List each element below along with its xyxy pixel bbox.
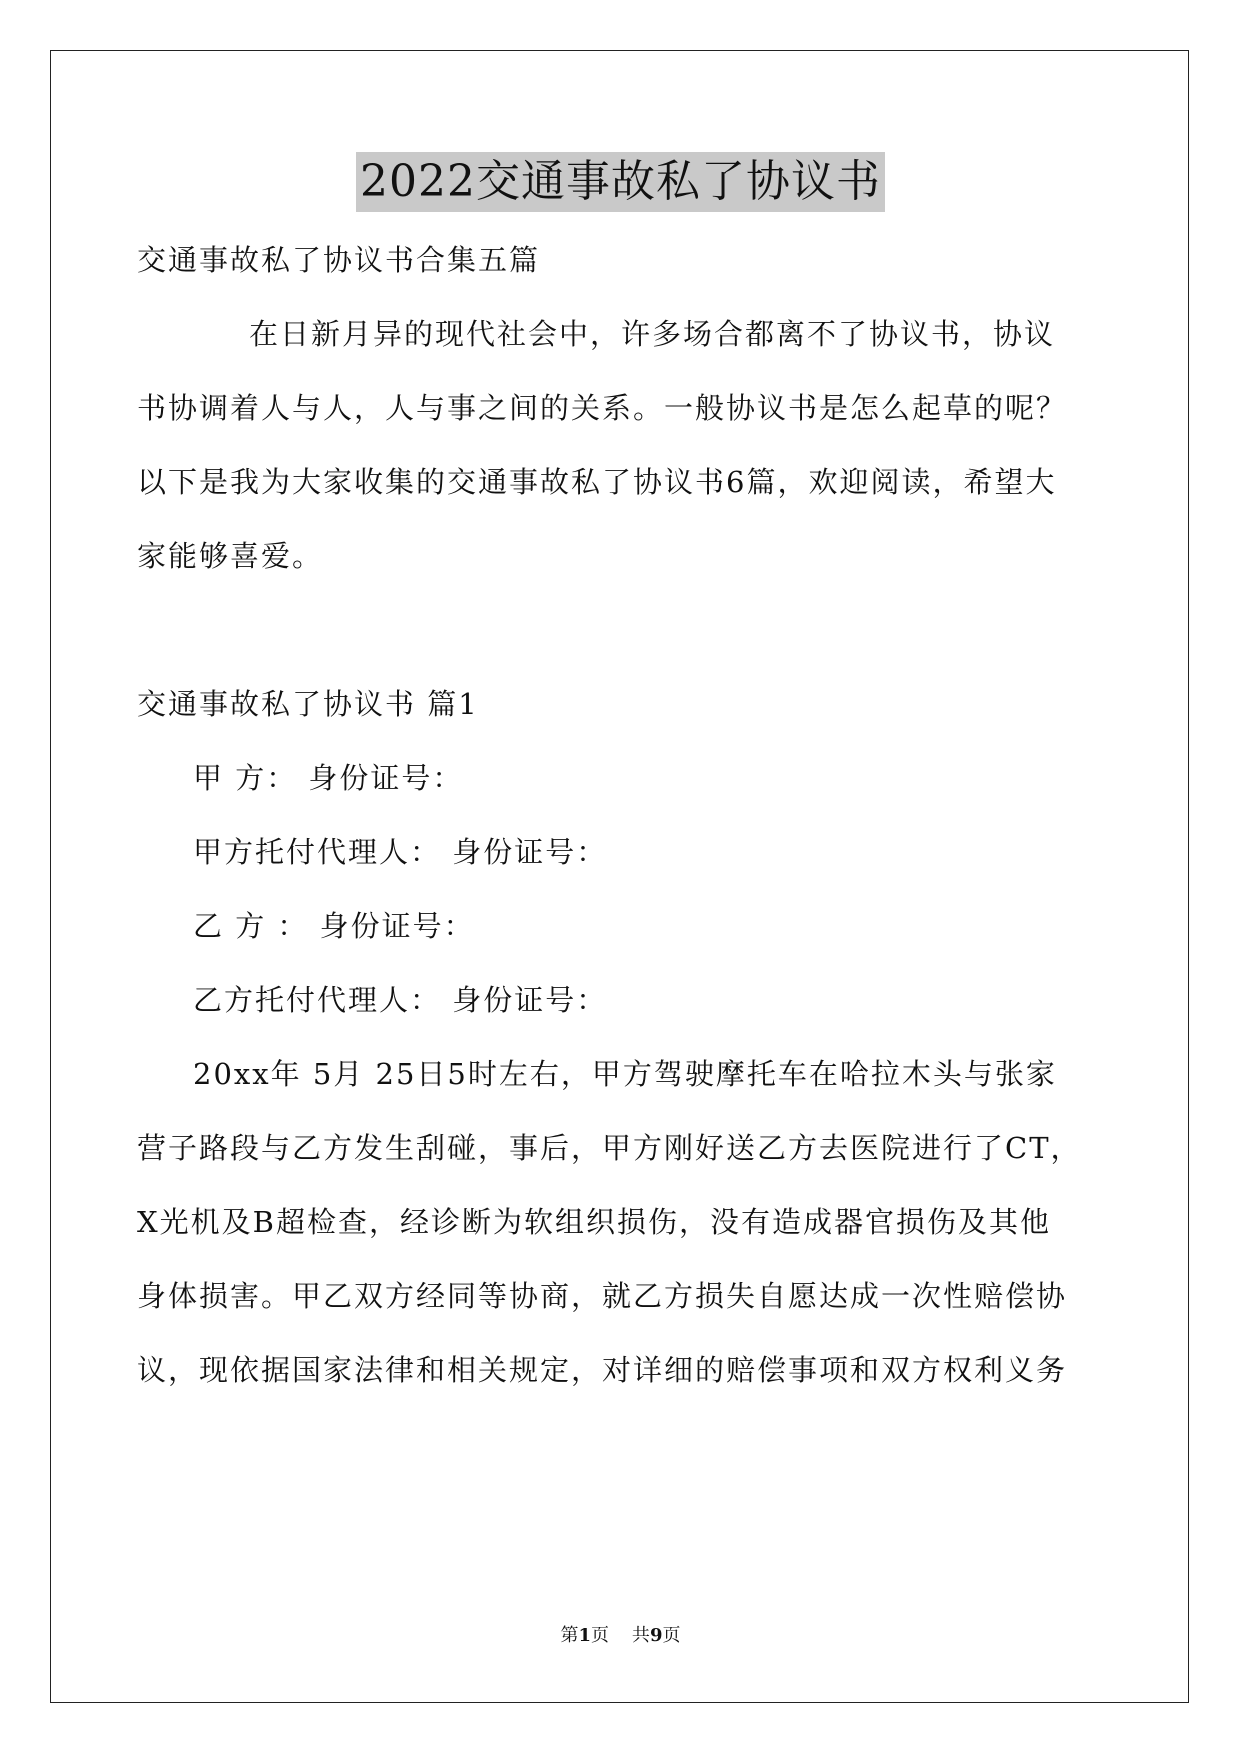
party-line: 甲 方： 身份证号： — [193, 761, 464, 795]
document-subtitle: 交通事故私了协议书合集五篇 — [137, 243, 541, 277]
party-line: 乙 方 ： 身份证号： — [193, 909, 475, 943]
body-line: X光机及B超检查，经诊断为软组织损伤，没有造成器官损伤及其他 — [137, 1205, 1051, 1239]
body-line: 身体损害。甲乙双方经同等协商，就乙方损失自愿达成一次性赔偿协 — [137, 1279, 1068, 1313]
body-line: 营子路段与乙方发生刮碰，事后，甲方刚好送乙方去医院进行了CT， — [137, 1131, 1082, 1165]
intro-line: 以下是我为大家收集的交通事故私了协议书6篇，欢迎阅读，希望大 — [137, 465, 1057, 499]
document-title: 2022交通事故私了协议书 — [356, 152, 885, 212]
title-wrap — [0, 152, 1241, 212]
page-border — [50, 50, 1189, 1703]
section-heading: 交通事故私了协议书 篇1 — [137, 687, 479, 721]
intro-line: 家能够喜爱。 — [137, 539, 324, 573]
body-line: 20xx年 5月 25日5时左右，甲方驾驶摩托车在哈拉木头与张家 — [193, 1057, 1057, 1091]
footer-middle: 页 共 — [591, 1625, 650, 1646]
intro-line: 书协调着人与人，人与事之间的关系。一般协议书是怎么起草的呢？ — [137, 391, 1068, 425]
footer-suffix: 页 — [662, 1625, 681, 1646]
footer-prefix: 第 — [560, 1625, 579, 1646]
intro-line: 在日新月异的现代社会中，许多场合都离不了协议书，协议 — [249, 317, 1056, 351]
body-line: 议，现依据国家法律和相关规定，对详细的赔偿事项和双方权利义务 — [137, 1353, 1068, 1387]
current-page-number: 1 — [578, 1625, 592, 1646]
party-line: 甲方托付代理人： 身份证号： — [193, 835, 608, 869]
party-line: 乙方托付代理人： 身份证号： — [193, 983, 608, 1017]
total-pages-number: 9 — [649, 1625, 663, 1646]
page-footer — [0, 1624, 1241, 1648]
